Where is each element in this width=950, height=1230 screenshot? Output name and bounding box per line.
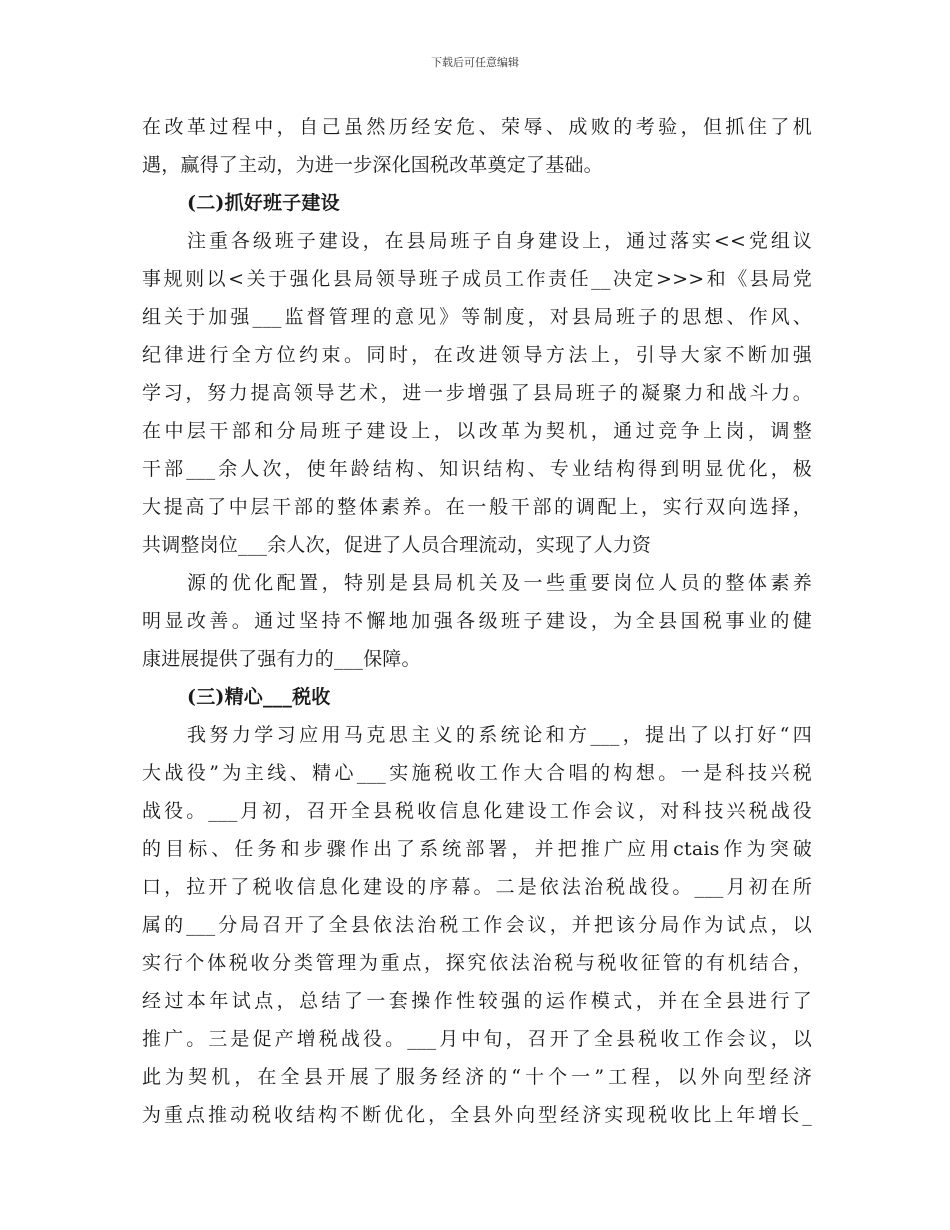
paragraph-line: 我努力学习应用马克思主义的系统论和方___，提出了以打好“四 [187,724,812,746]
document-body [142,108,812,1134]
paragraph-line: 纪律进行全方位约束。同时，在改进领导方法上，引导大家不断加强 [142,344,812,366]
paragraph-line: 注重各级班子建设，在县局班子自身建设上，通过落实<<党组议 [187,230,812,252]
paragraph-line: 的目标、任务和步骤作出了系统部署，并把推广应用ctais作为突破 [142,838,812,860]
paragraph-line: 在中层干部和分局班子建设上，以改革为契机，通过竞争上岗，调整 [142,420,812,442]
paragraph-line: 属的___分局召开了全县依法治税工作会议，并把该分局作为试点，以 [142,914,812,936]
paragraph-line: 实行个体税收分类管理为重点，探究依法治税与税收征管的有机结合， [142,952,812,974]
paragraph-line: 大提高了中层干部的整体素养。在一般干部的调配上，实行双向选择， [142,496,812,518]
section-heading: (二)抓好班子建设 [187,192,340,214]
paragraph-line: 口，拉开了税收信息化建设的序幕。二是依法治税战役。___月初在所 [142,876,812,898]
paragraph-line: 共调整岗位___余人次，促进了人员合理流动，实现了人力资 [142,534,652,556]
section-heading: (三)精心___税收 [187,686,331,708]
paragraph-line: 推广。三是促产增税战役。___月中旬，召开了全县税收工作会议，以 [142,1028,812,1050]
paragraph-line: 遇，赢得了主动，为进一步深化国税改革奠定了基础。 [142,154,603,176]
paragraph-line: 康进展提供了强有力的___保障。 [142,648,421,670]
paragraph-line: 为重点推动税收结构不断优化，全县外向型经济实现税收比上年增长_ [142,1104,812,1126]
paragraph-line: 明显改善。通过坚持不懈地加强各级班子建设，为全县国税事业的健 [142,610,812,632]
paragraph-line: 干部___余人次，使年龄结构、知识结构、专业结构得到明显优化，极 [142,458,812,480]
paragraph-line: 事规则以<关于强化县局领导班子成员工作责任__决定>>>和《县局党 [142,268,812,290]
paragraph-line: 大战役”为主线、精心___实施税收工作大合唱的构想。一是科技兴税 [142,762,812,784]
paragraph-line: 经过本年试点，总结了一套操作性较强的运作模式，并在全县进行了 [142,990,812,1012]
page-header: 下载后可任意编辑 [431,56,519,69]
paragraph-line: 此为契机，在全县开展了服务经济的“十个一”工程，以外向型经济 [142,1066,812,1088]
paragraph-line: 学习，努力提高领导艺术，进一步增强了县局班子的凝聚力和战斗力。 [142,382,812,404]
paragraph-line: 战役。___月初，召开全县税收信息化建设工作会议，对科技兴税战役 [142,800,812,822]
paragraph-line: 源的优化配置，特别是县局机关及一些重要岗位人员的整体素养 [187,572,812,594]
paragraph-line: 组关于加强___监督管理的意见》等制度，对县局班子的思想、作风、 [142,306,812,328]
paragraph-line: 在改革过程中，自己虽然历经安危、荣辱、成败的考验，但抓住了机 [142,116,812,138]
